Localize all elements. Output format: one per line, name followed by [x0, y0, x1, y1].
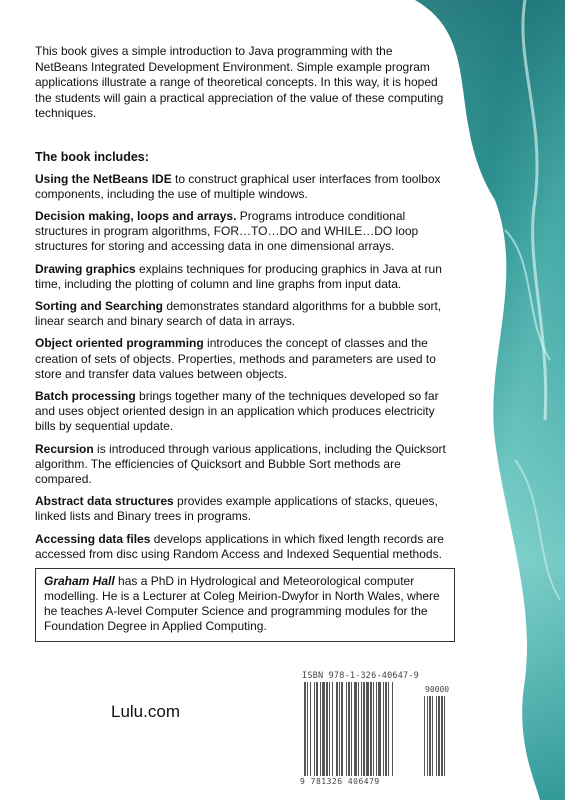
barcode-digits: 9 781326 406479 — [300, 777, 380, 786]
isbn-text: ISBN 978-1-326-40647-9 — [302, 671, 419, 681]
author-bio-box — [35, 568, 455, 642]
back-cover-text — [35, 44, 447, 569]
list-item: Abstract data structures provides example applications of stacks, queues, linked lists and Binary trees in programs. — [35, 494, 438, 524]
list-item: Decision making, loops and arrays. Programs introduce conditional structures in program algorithms, FOR…TO…DO and WHILE…DO loop structures for storing and accessing data in one dimensional arrays. — [35, 208, 419, 254]
list-item: Recursion is introduced through various applications, including the Quicksort algorithm. The efficiencies of Quicksort and Bubble Sort methods are compared. — [35, 441, 446, 486]
list-item: Drawing graphics explains techniques for producing graphics in Java at run time, including the plotting of column and line graphs from input data. — [35, 261, 442, 291]
list-item: Accessing data files develops applications in which fixed length records are accessed from disc using Random Access and Indexed Sequential methods. — [35, 531, 444, 561]
author-bio: has a PhD in Hydrological and Meteorological computer modelling. He is a Lecturer at Coleg Meirion-Dwyfor in North Wales, where he teaches A-level Computer Science and programming modules for the Foundation Degree in Applied Computing. — [44, 574, 440, 633]
includes-heading: The book includes: — [35, 149, 149, 164]
list-item: Object oriented programming introduces the concept of classes and the creation of sets of objects. Properties, methods and parameters are used to store and transfer data values between objects. — [35, 336, 436, 381]
list-item: Sorting and Searching demonstrates standard algorithms for a bubble sort, linear search and binary search of data in arrays. — [35, 298, 442, 329]
publisher-name: Lulu.com — [111, 702, 180, 721]
list-item: Using the NetBeans IDE to construct graphical user interfaces from toolbox components, including the use of multiple windows. — [35, 171, 441, 201]
barcode-bars — [300, 670, 452, 792]
barcode — [300, 670, 452, 792]
author-name: Graham Hall — [44, 574, 115, 588]
intro-paragraph: This book gives a simple introduction to Java programming with the NetBeans Integrated Development Environment. Simple example program applications illustrate a range of theoretical concepts. In this way, it is hoped the students will gain a practical appreciation of the value of these computing techniques. — [35, 44, 444, 120]
barcode-addon-text: 90000 — [425, 685, 450, 694]
list-item: Batch processing brings together many of the techniques developed so far and uses object oriented design in an application which produces electricity bills by sequential update. — [35, 388, 439, 434]
